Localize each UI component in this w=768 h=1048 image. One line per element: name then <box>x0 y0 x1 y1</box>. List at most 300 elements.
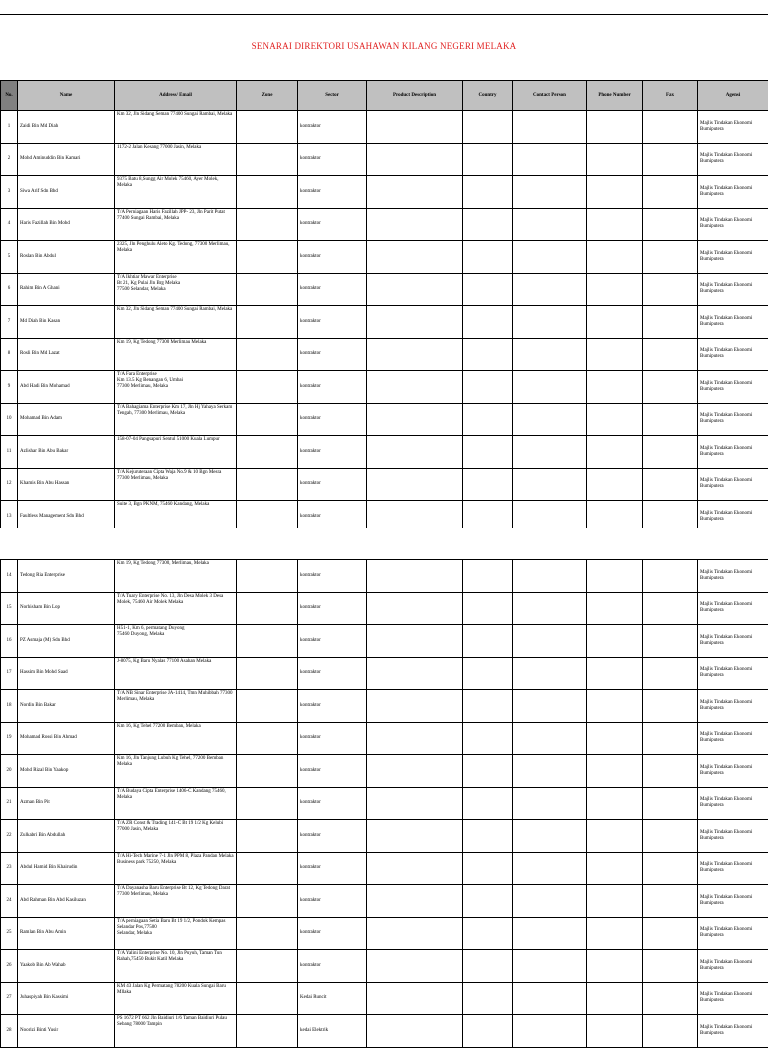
cell-name: Ramlan Bin Abu Amin <box>18 917 115 950</box>
cell-product <box>367 468 463 501</box>
cell-no: 28 <box>1 1015 18 1048</box>
cell-address: Suite 3, Bgn PKNM, 75460 Kandang, Melaka <box>115 501 237 534</box>
cell-sector: kontraktor <box>298 657 367 690</box>
cell-fax <box>643 208 698 241</box>
cell-phone <box>587 111 643 144</box>
header-agensi: Agensi <box>698 81 768 111</box>
cell-phone <box>587 592 643 625</box>
cell-phone <box>587 468 643 501</box>
cell-fax <box>643 306 698 339</box>
cell-fax <box>643 273 698 306</box>
cell-zone <box>237 657 298 690</box>
cell-agensi: Majlis Tindakan Ekonomi Bumiputera <box>698 143 768 176</box>
cell-sector: kontraktor <box>298 852 367 885</box>
cell-country <box>463 208 513 241</box>
cell-zone <box>237 111 298 144</box>
cell-sector: kontraktor <box>298 560 367 593</box>
cell-phone <box>587 787 643 820</box>
cell-agensi: Majlis Tindakan Ekonomi Bumiputera <box>698 403 768 436</box>
cell-agensi: Majlis Tindakan Ekonomi Bumiputera <box>698 657 768 690</box>
table-row <box>1 468 768 501</box>
cell-zone <box>237 1015 298 1048</box>
cell-product <box>367 592 463 625</box>
cell-address: Km 19, Kg Tedong 77300, Merlimau, Melaka <box>115 560 237 593</box>
cell-contact <box>513 436 587 469</box>
cell-phone <box>587 273 643 306</box>
cell-phone <box>587 403 643 436</box>
cell-product <box>367 755 463 788</box>
cell-fax <box>643 625 698 658</box>
cell-name: Mohamad Bin Adam <box>18 403 115 436</box>
cell-phone <box>587 208 643 241</box>
header-fax: Fax <box>643 81 698 111</box>
cell-agensi: Majlis Tindakan Ekonomi Bumiputera <box>698 722 768 755</box>
cell-no: 3 <box>1 176 18 209</box>
cell-product <box>367 690 463 723</box>
cell-contact <box>513 625 587 658</box>
cell-no: 9 <box>1 371 18 404</box>
cell-product <box>367 143 463 176</box>
header-contact: Contact Person <box>513 81 587 111</box>
cell-fax <box>643 787 698 820</box>
cell-no: 23 <box>1 852 18 885</box>
cell-agensi: Majlis Tindakan Ekonomi Bumiputera <box>698 625 768 658</box>
cell-sector: kontraktor <box>298 241 367 274</box>
cell-fax <box>643 241 698 274</box>
cell-agensi: Majlis Tindakan Ekonomi Bumiputera <box>698 1015 768 1048</box>
cell-product <box>367 657 463 690</box>
cell-agensi: Majlis Tindakan Ekonomi Bumiputera <box>698 690 768 723</box>
cell-sector: kontraktor <box>298 820 367 853</box>
cell-product <box>367 560 463 593</box>
cell-contact <box>513 371 587 404</box>
cell-product <box>367 722 463 755</box>
cell-contact <box>513 885 587 918</box>
cell-no: 26 <box>1 950 18 983</box>
cell-contact <box>513 657 587 690</box>
cell-contact <box>513 690 587 723</box>
cell-fax <box>643 755 698 788</box>
cell-phone <box>587 560 643 593</box>
cell-zone <box>237 241 298 274</box>
cell-zone <box>237 755 298 788</box>
cell-phone <box>587 371 643 404</box>
cell-country <box>463 885 513 918</box>
cell-name: Roslan Bin Abdul <box>18 241 115 274</box>
cell-country <box>463 338 513 371</box>
cell-no: 15 <box>1 592 18 625</box>
cell-name: Khamis Bin Abu Hassan <box>18 468 115 501</box>
cell-country <box>463 787 513 820</box>
cell-product <box>367 820 463 853</box>
cell-address: T/A Kejuruteraan Cipta Waja No.9 & 10 Bgn Mesra 77300 Merlimau, Melaka <box>115 468 237 501</box>
cell-fax <box>643 176 698 209</box>
cell-no: 16 <box>1 625 18 658</box>
cell-agensi: Majlis Tindakan Ekonomi Bumiputera <box>698 273 768 306</box>
cell-no: 18 <box>1 690 18 723</box>
cell-name: Md Diah Bin Kasan <box>18 306 115 339</box>
cell-name: Mohd Aminuddin Bin Kamari <box>18 143 115 176</box>
cell-no: 7 <box>1 306 18 339</box>
cell-phone <box>587 820 643 853</box>
cell-country <box>463 690 513 723</box>
document-title: SENARAI DIREKTORI USAHAWAN KILANG NEGERI MELAKA <box>0 41 768 51</box>
cell-address: T/A Tuary Enterprise No. 13, Jln Desa Molek 3 Desa Molek, 75460 Air Molek Melaka <box>115 592 237 625</box>
table-row <box>1 241 768 274</box>
cell-address: T/A perniagaan Setia Baru Bt 19 1/2, Pondok Kempas Selandar Pos,77500 Selandar, Melaka <box>115 917 237 950</box>
cell-address: 9375 Batu 8,Sungg Air Molek 75460, Ayer Molek, Melaka <box>115 176 237 209</box>
cell-sector: kedai Elektrik <box>298 1015 367 1048</box>
table-row <box>1 111 768 144</box>
cell-name: Nordin Bin Bakar <box>18 690 115 723</box>
cell-contact <box>513 787 587 820</box>
cell-zone <box>237 722 298 755</box>
cell-product <box>367 982 463 1015</box>
cell-agensi: Majlis Tindakan Ekonomi Bumiputera <box>698 787 768 820</box>
header-name: Name <box>18 81 115 111</box>
cell-fax <box>643 657 698 690</box>
cell-address: Km 32, Jln Sidang Seman 77400 Sungai Rambai, Melaka <box>115 111 237 144</box>
cell-contact <box>513 592 587 625</box>
table-row <box>1 950 768 983</box>
cell-sector: kontraktor <box>298 950 367 983</box>
cell-sector: kontraktor <box>298 917 367 950</box>
cell-country <box>463 143 513 176</box>
cell-no: 6 <box>1 273 18 306</box>
cell-sector: kontraktor <box>298 592 367 625</box>
cell-zone <box>237 885 298 918</box>
cell-fax <box>643 468 698 501</box>
cell-phone <box>587 917 643 950</box>
cell-country <box>463 560 513 593</box>
cell-contact <box>513 208 587 241</box>
cell-address: T/A Ikhtiar Mawar Enterprise Bt 21, Kg Pulai Jln Brg Melaka 77500 Selandar, Melaka <box>115 273 237 306</box>
cell-zone <box>237 306 298 339</box>
cell-country <box>463 403 513 436</box>
header-product: Product Description <box>367 81 463 111</box>
cell-country <box>463 436 513 469</box>
cell-no: 4 <box>1 208 18 241</box>
cell-country <box>463 371 513 404</box>
table-row <box>1 176 768 209</box>
table-row <box>1 820 768 853</box>
cell-zone <box>237 690 298 723</box>
cell-name: Mohd Rizal Bin Yaakop <box>18 755 115 788</box>
cell-contact <box>513 176 587 209</box>
cell-country <box>463 111 513 144</box>
cell-no: 11 <box>1 436 18 469</box>
table-row <box>1 722 768 755</box>
cell-phone <box>587 950 643 983</box>
header-address: Address/ Email <box>115 81 237 111</box>
cell-sector: kontraktor <box>298 338 367 371</box>
cell-name: Siwa Arif Sdn Bhd <box>18 176 115 209</box>
cell-zone <box>237 436 298 469</box>
cell-fax <box>643 371 698 404</box>
cell-zone <box>237 403 298 436</box>
cell-zone <box>237 468 298 501</box>
cell-country <box>463 625 513 658</box>
cell-address: H51-1, Km 6, permatang Duyong 75460 Duyong, Melaka <box>115 625 237 658</box>
cell-zone <box>237 338 298 371</box>
cell-sector: kontraktor <box>298 403 367 436</box>
table-row <box>1 690 768 723</box>
cell-address: T/A Hi-Tech Marine 7-1 Jln PPM 8, Plaza Pandan Melaka Business park 75250, Melaka <box>115 852 237 885</box>
cell-address: T/A Yalini Enterprise No. 10, Jln Puyuh, Taman Tun Rahah,75450 Bukit Katil Melaka <box>115 950 237 983</box>
cell-agensi: Majlis Tindakan Ekonomi Bumiputera <box>698 338 768 371</box>
table-row <box>1 273 768 306</box>
cell-product <box>367 625 463 658</box>
cell-product <box>367 273 463 306</box>
cell-no: 27 <box>1 982 18 1015</box>
cell-sector: kontraktor <box>298 176 367 209</box>
cell-contact <box>513 560 587 593</box>
directory-table-part2 <box>0 559 768 1048</box>
cell-agensi: Majlis Tindakan Ekonomi Bumiputera <box>698 371 768 404</box>
cell-zone <box>237 625 298 658</box>
cell-agensi: Majlis Tindakan Ekonomi Bumiputera <box>698 950 768 983</box>
cell-sector: kontraktor <box>298 468 367 501</box>
cell-contact <box>513 917 587 950</box>
cell-product <box>367 241 463 274</box>
cell-country <box>463 950 513 983</box>
cell-fax <box>643 338 698 371</box>
cell-address: T/A Bahagiama Enterprise Km 17, Jln Hj Yahaya Serkam Tengah, 77300 Merlimau, Melaka <box>115 403 237 436</box>
cell-agensi: Majlis Tindakan Ekonomi Bumiputera <box>698 306 768 339</box>
cell-name: Abd Rahman Bin Abd Kasiluzan <box>18 885 115 918</box>
cell-no: 12 <box>1 468 18 501</box>
cell-address: 2325, Jln Penghulu Aleto Kg. Tedong, 77300 Merlimau, Melaka <box>115 241 237 274</box>
cell-fax <box>643 560 698 593</box>
cell-no: 2 <box>1 143 18 176</box>
cell-address: KM 43 Jalan Kg Permatang 78200 Kuala Sungai Baru Mllaka <box>115 982 237 1015</box>
cell-contact <box>513 403 587 436</box>
cell-address: PS 1672 PT 662 Jln Baidiuri 1/6 Taman Baidiuri Pulau Sebang 78000 Tampin <box>115 1015 237 1048</box>
table-row <box>1 625 768 658</box>
cell-phone <box>587 885 643 918</box>
cell-agensi: Majlis Tindakan Ekonomi Bumiputera <box>698 176 768 209</box>
cell-sector: kontraktor <box>298 690 367 723</box>
directory-table-part1 <box>0 80 768 534</box>
cell-phone <box>587 338 643 371</box>
table-row <box>1 338 768 371</box>
cell-agensi: Majlis Tindakan Ekonomi Bumiputera <box>698 755 768 788</box>
cell-no: 17 <box>1 657 18 690</box>
cell-name: Azman Bin Pit <box>18 787 115 820</box>
cell-product <box>367 1015 463 1048</box>
cell-name: Mohamad Rossi Bin Ahmad <box>18 722 115 755</box>
cell-address: T/A Perniagaan Haris Fazillah JPP- 23, Jln Parit Putat 77400 Sungai Rambai, Melaka <box>115 208 237 241</box>
cell-country <box>463 468 513 501</box>
cell-contact <box>513 1015 587 1048</box>
cell-no: 22 <box>1 820 18 853</box>
table-row <box>1 371 768 404</box>
cell-no: 5 <box>1 241 18 274</box>
cell-agensi: Majlis Tindakan Ekonomi Bumiputera <box>698 468 768 501</box>
table-row <box>1 755 768 788</box>
cell-address: T/A Fara Enterprise Km 13.5 Kg Benangan 6, Umbai 77300 Merlimau, Melaka <box>115 371 237 404</box>
cell-sector: kontraktor <box>298 273 367 306</box>
cell-zone <box>237 917 298 950</box>
header-no: No. <box>1 81 18 111</box>
cell-name: Faultless Management Sdn Bhd <box>18 501 115 534</box>
cell-contact <box>513 820 587 853</box>
cell-address: T/A NB Sinar Enterprise JA-1414, Tmn Muhibbah 77300 Merlimau, Melaka <box>115 690 237 723</box>
cell-no: 21 <box>1 787 18 820</box>
table-row <box>1 917 768 950</box>
cell-sector: kontraktor <box>298 787 367 820</box>
table-row <box>1 560 768 593</box>
cell-phone <box>587 1015 643 1048</box>
cell-name: Norhisham Bin Lop <box>18 592 115 625</box>
cell-product <box>367 403 463 436</box>
cell-phone <box>587 755 643 788</box>
table-row <box>1 787 768 820</box>
cell-country <box>463 657 513 690</box>
cell-fax <box>643 403 698 436</box>
cell-country <box>463 852 513 885</box>
cell-fax <box>643 950 698 983</box>
cell-fax <box>643 852 698 885</box>
cell-agensi: Majlis Tindakan Ekonomi Bumiputera <box>698 436 768 469</box>
cell-product <box>367 371 463 404</box>
cell-country <box>463 306 513 339</box>
cell-product <box>367 917 463 950</box>
cell-no: 20 <box>1 755 18 788</box>
cell-contact <box>513 273 587 306</box>
cell-zone <box>237 143 298 176</box>
cell-zone <box>237 560 298 593</box>
cell-zone <box>237 820 298 853</box>
header-sector: Sector <box>298 81 367 111</box>
cell-agensi: Majlis Tindakan Ekonomi Bumiputera <box>698 982 768 1015</box>
cell-name: Tedong Ria Enterprise <box>18 560 115 593</box>
cell-name: Zaidi Bin Md Diah <box>18 111 115 144</box>
cell-zone <box>237 176 298 209</box>
table-row <box>1 403 768 436</box>
cell-name: Azlishar Bin Abu Bakar <box>18 436 115 469</box>
cell-zone <box>237 982 298 1015</box>
cell-country <box>463 176 513 209</box>
cell-phone <box>587 722 643 755</box>
cell-address: J-8075, Kg Baru Nyalas 77100 Asahan Melaka <box>115 657 237 690</box>
cell-name: Rosli Bin Md Lazat <box>18 338 115 371</box>
cell-sector: kontraktor <box>298 371 367 404</box>
cell-country <box>463 982 513 1015</box>
cell-name: Yaakob Bin Ab Wahab <box>18 950 115 983</box>
cell-phone <box>587 657 643 690</box>
cell-country <box>463 241 513 274</box>
page-break-gap <box>0 528 768 559</box>
cell-contact <box>513 982 587 1015</box>
cell-zone <box>237 208 298 241</box>
cell-name: Abd Hadi Bin Mohamad <box>18 371 115 404</box>
cell-zone <box>237 371 298 404</box>
cell-contact <box>513 111 587 144</box>
cell-sector: Kedai Runcit <box>298 982 367 1015</box>
cell-no: 25 <box>1 917 18 950</box>
cell-fax <box>643 820 698 853</box>
cell-product <box>367 787 463 820</box>
cell-no: 19 <box>1 722 18 755</box>
cell-phone <box>587 176 643 209</box>
cell-contact <box>513 852 587 885</box>
header-zone: Zone <box>237 81 298 111</box>
cell-phone <box>587 852 643 885</box>
cell-country <box>463 820 513 853</box>
cell-address: Km 19, Kg Tedong 77300 Merlimau Melaka <box>115 338 237 371</box>
cell-phone <box>587 436 643 469</box>
cell-no: 1 <box>1 111 18 144</box>
cell-name: Abdul Hamid Bin Khairudin <box>18 852 115 885</box>
table-header-row <box>1 81 768 111</box>
cell-address: Km 32, Jln Sidang Seman 77400 Sungai Rambai, Melaka <box>115 306 237 339</box>
cell-country <box>463 273 513 306</box>
cell-contact <box>513 241 587 274</box>
cell-fax <box>643 592 698 625</box>
cell-product <box>367 208 463 241</box>
table-row <box>1 436 768 469</box>
cell-sector: kontraktor <box>298 436 367 469</box>
cell-agensi: Majlis Tindakan Ekonomi Bumiputera <box>698 208 768 241</box>
cell-sector: kontraktor <box>298 111 367 144</box>
cell-product <box>367 176 463 209</box>
cell-phone <box>587 143 643 176</box>
table-row <box>1 657 768 690</box>
cell-address: Km 16, Kg Tehel 77200 Bemban, Melaka <box>115 722 237 755</box>
cell-address: 1172-2 Jalan Kesang 77000 Jasin, Melaka <box>115 143 237 176</box>
cell-address: T/A ZR Const & Trading 141-C Bt 19 1/2 Kg Kelubi 77000 Jasin, Melaka <box>115 820 237 853</box>
cell-zone <box>237 592 298 625</box>
cell-fax <box>643 1015 698 1048</box>
cell-phone <box>587 306 643 339</box>
cell-fax <box>643 690 698 723</box>
cell-zone <box>237 852 298 885</box>
cell-sector: kontraktor <box>298 306 367 339</box>
cell-phone <box>587 982 643 1015</box>
cell-agensi: Majlis Tindakan Ekonomi Bumiputera <box>698 885 768 918</box>
cell-contact <box>513 143 587 176</box>
cell-agensi: Majlis Tindakan Ekonomi Bumiputera <box>698 852 768 885</box>
table-row <box>1 592 768 625</box>
cell-product <box>367 338 463 371</box>
cell-address: Km 16, Jln Tanjung Lubuh Kg Tehel, 77200 Bemban Melaka <box>115 755 237 788</box>
cell-contact <box>513 755 587 788</box>
cell-no: 8 <box>1 338 18 371</box>
cell-contact <box>513 950 587 983</box>
cell-no: 24 <box>1 885 18 918</box>
cell-sector: kontraktor <box>298 208 367 241</box>
cell-product <box>367 950 463 983</box>
table-row <box>1 306 768 339</box>
cell-fax <box>643 143 698 176</box>
cell-name: Zulkabri Bin Abdullah <box>18 820 115 853</box>
cell-sector: kontraktor <box>298 755 367 788</box>
cell-agensi: Majlis Tindakan Ekonomi Bumiputera <box>698 820 768 853</box>
cell-agensi: Majlis Tindakan Ekonomi Bumiputera <box>698 111 768 144</box>
cell-sector: kontraktor <box>298 722 367 755</box>
cell-sector: kontraktor <box>298 885 367 918</box>
cell-phone <box>587 241 643 274</box>
header-phone: Phone Number <box>587 81 643 111</box>
table-row <box>1 208 768 241</box>
cell-contact <box>513 306 587 339</box>
cell-fax <box>643 436 698 469</box>
cell-country <box>463 722 513 755</box>
cell-no: 13 <box>1 501 18 534</box>
cell-product <box>367 436 463 469</box>
cell-product <box>367 852 463 885</box>
